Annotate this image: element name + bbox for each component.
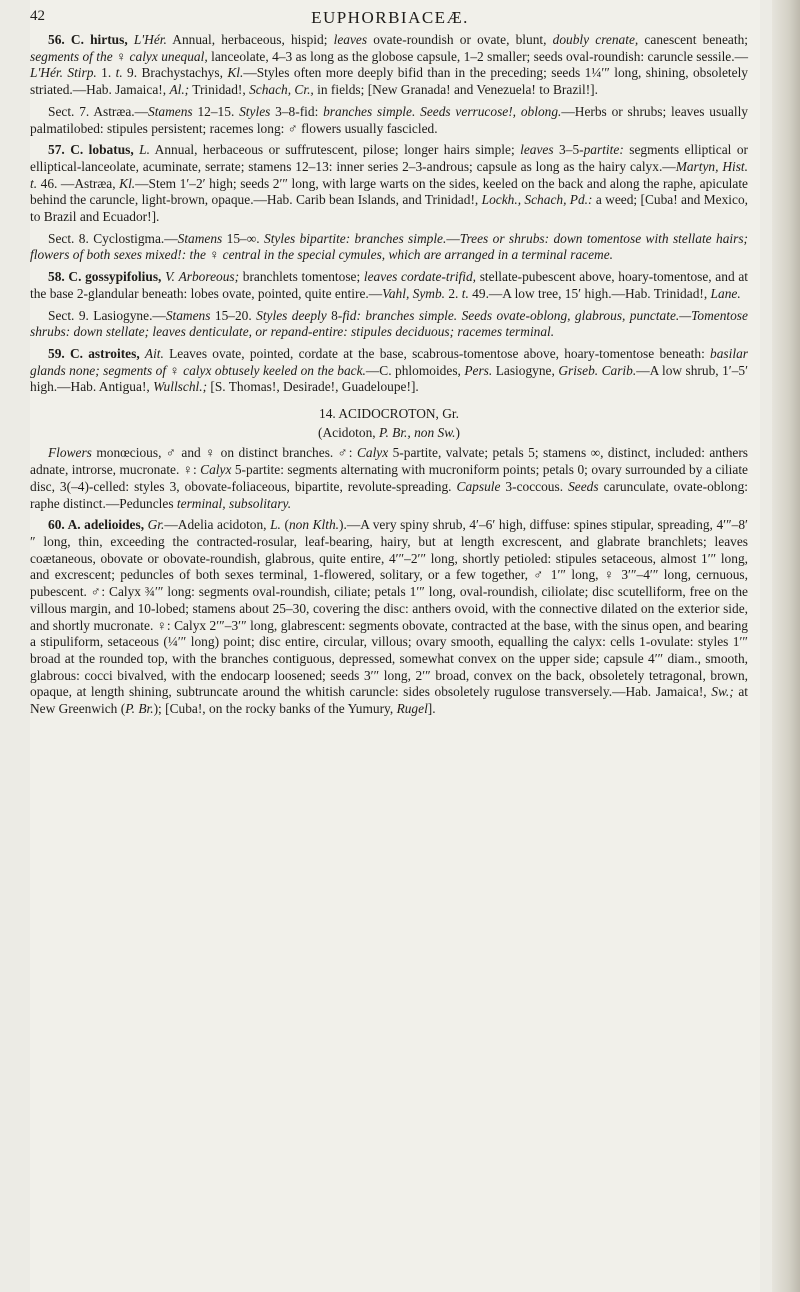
- italic-run: Stamens: [165, 307, 211, 323]
- species-author: V.: [165, 269, 175, 285]
- italic-run: leaves: [333, 32, 368, 47]
- text-run: 1.: [96, 65, 116, 81]
- text-run: —A low shrub, 1′–5′ high.—Hab. Antigua!,: [30, 362, 749, 395]
- species-59-paragraph: [30, 346, 748, 396]
- species-name: 57. C. lobatus,: [48, 142, 134, 158]
- italic-run: Rugel: [396, 701, 428, 717]
- species-57-paragraph: [30, 142, 748, 226]
- italic-run: basilar glands none; segments of ♀ calyx obtusely keeled on the back.: [30, 345, 748, 378]
- text-run: Annual, herbaceous or suffrutescent, pilose; longer hairs simple;: [149, 142, 521, 158]
- italic-run: fid: branches simple. Seeds ovate-oblong, glabrous, punctate.—Tomentose shrubs: down stellate; leaves denticulate, or repand-entire: stipules deciduous; racemes terminal.: [30, 307, 748, 340]
- italic-run: L'Hér. Stirp.: [30, 65, 97, 81]
- text-run: 5-partite: segments alternating with mucroniform points; petals 0; ovary surrounded by a ciliate disc, 3(–4)-celled: styles 3, obovate-foliaceous, bipartite, revolute-spreading.: [30, 462, 748, 494]
- section-9-paragraph: [30, 308, 748, 341]
- text-run: (: [280, 517, 289, 533]
- italic-run: doubly crenate,: [552, 32, 639, 47]
- text-run: 2.: [445, 285, 462, 301]
- text-run: monœcious, ♂ and ♀ on distinct branches. ♂:: [91, 445, 357, 461]
- italic-run: branches simple. Seeds verrucose!, oblong.: [323, 103, 562, 119]
- italic-run: Seeds: [568, 478, 599, 494]
- species-56-paragraph: [30, 32, 748, 99]
- text-run: —C. phlomoides,: [365, 362, 465, 378]
- italic-run: terminal, subsolitary.: [176, 495, 292, 511]
- text-run: ): [455, 424, 460, 440]
- italic-run: Pers.: [464, 362, 493, 378]
- text-run: Trinidad!,: [189, 82, 250, 98]
- italic-run: Trees or shrubs: down tomentose with stellate hairs; flowers of both sexes mixed!: the ♀ central in the special cymules, which are arranged in a terminal raceme.: [30, 230, 748, 263]
- italic-run: Kl.: [119, 175, 136, 191]
- text-run: Annual, herbaceous, hispid;: [166, 32, 334, 47]
- italic-run: Vahl, Symb.: [382, 285, 445, 301]
- text-run: ].: [427, 701, 436, 717]
- species-author: L'Hér.: [133, 32, 167, 47]
- species-60-paragraph: [30, 517, 748, 717]
- text-run: stellate-pubescent above, hoary-tomentose, and at the base 2-glandular beneath: lobes ovate, pointed, quite entire.—: [30, 269, 748, 301]
- text-run: 3-coccous.: [500, 478, 569, 494]
- genus-synonym: [30, 425, 748, 442]
- italic-run: Flowers: [48, 445, 92, 461]
- italic-run: Styles deeply: [256, 307, 327, 323]
- text-run: in fields; [New Granada! and Venezuela! to Brazil!].: [313, 82, 598, 98]
- genus-description-paragraph: [30, 445, 748, 512]
- text-run: carunculate, ovate-oblong: raphe distinct.—Peduncles: [30, 478, 748, 511]
- italic-run: P. Br.: [125, 701, 154, 717]
- italic-run: Calyx: [200, 462, 232, 478]
- running-head: EUPHORBIACEÆ.: [311, 8, 469, 27]
- species-author: Gr.: [147, 517, 165, 533]
- italic-run: Lockh., Schach, Pd.:: [481, 192, 593, 208]
- text-run: 12–15.: [192, 103, 240, 119]
- text-run: —Stem 1′–2′ high; seeds 2′″ long, with large warts on the sides, keeled on the back and along the raphe, apiculate behind the caruncle, light-brown, opaque.—Hab. Carib bean Islands, and Trinidad!,: [30, 175, 748, 208]
- italic-run: Schach, Cr.,: [249, 82, 314, 98]
- italic-run: Martyn, Hist. t.: [30, 158, 748, 191]
- italic-run: Calyx: [356, 445, 389, 461]
- text-run: [S. Thomas!, Desirade!, Guadeloupe!].: [207, 379, 419, 395]
- text-run: ovate-roundish or ovate, blunt,: [367, 32, 553, 47]
- text-run: at New Greenwich (: [30, 684, 748, 717]
- text-run: segments elliptical or elliptical-lanceolate, acuminate, serrate; stamens 12–13: inner series 2–3-androus; capsule as long as the hairy calyx.—: [30, 142, 748, 174]
- italic-run: Lane.: [710, 285, 741, 301]
- text-run: ); [Cuba!, on the rocky banks of the Yumury,: [153, 701, 397, 717]
- text-run: —Adelia acidoton,: [164, 517, 271, 533]
- section-heading: Sect. 9. Lasiogyne.—: [48, 307, 166, 323]
- text-run: Leaves ovate, pointed, cordate at the base, scabrous-tomentose above, hoary-tomentose beneath:: [163, 345, 711, 361]
- page-edge-shadow: [772, 0, 800, 1292]
- text-run: 46. —Astræa,: [37, 175, 120, 191]
- text-run: 15–∞.: [222, 230, 264, 246]
- italic-run: t.: [115, 65, 123, 81]
- species-58-paragraph: [30, 269, 748, 302]
- italic-run: Capsule: [456, 478, 501, 494]
- italic-run: leaves: [520, 142, 554, 158]
- species-author: Ait.: [144, 345, 164, 361]
- body-text: [30, 32, 748, 723]
- italic-run: Al.;: [169, 82, 190, 98]
- page-number: 42: [30, 8, 45, 24]
- text-run: (Acidoton,: [318, 424, 379, 440]
- italic-run: Stamens: [148, 103, 193, 119]
- italic-run: Stamens: [177, 230, 223, 246]
- species-name: 56. C. hirtus,: [48, 32, 128, 47]
- italic-run: partite:: [583, 142, 624, 158]
- italic-run: Wullschl.;: [153, 379, 208, 395]
- text-run: lanceolate, 4–3 as long as the globose capsule, 1–2 smaller; seeds oval-roundish: caruncle sessile.—: [207, 48, 748, 64]
- section-7-paragraph: [30, 104, 748, 137]
- text-run: a weed; [Cuba! and Mexico, to Brazil and Ecuador!].: [30, 192, 748, 225]
- page-header: [30, 8, 750, 30]
- text-run: ).—A very spiny shrub, 4′–6′ high, diffuse: spines stipular, spreading, 4′″–8′″ long, thin, exceeding the contracted-rosular, leaf-bearing, hairy, but at length excrescent, and glabrate branchlets; leaves coætaneous, obovate or obovate-roundish, glabrous, quite entire, 4′″–2′″ long, shortly petioled: stipules setaceous, almost 1′″ long, and excrescent; peduncles of both sexes terminal, 1-flowered, solitary, or a few together, ♂ 1′″ long, ♀ 3′″–4′″ long, cernuous, pubescent. ♂: Calyx ¾′″ long: segments oval-roundish, ciliate; petals 1′″ long, oval-roundish, ciliolate; disc scutelliform, free on the villous margin, and 10-lobed; stamens about 25–30, covering the disc: anthers ovoid, with the connective dilated on the exterior side, and shortly mucronate. ♀: Calyx 2′″–3′″ long, glabrescent: segments obovate, contracted at the base, with the sinus open, and bearing a stipuliform, setaceous (¼′″ long) point; disc entire, circular, villous; ovary smooth, equalling the calyx: cells 1-ovulate: styles 1′″ broad at the rounded top, with the branches contiguous, depressed, somewhat convex on the upper side; capsule 4′″ diam., smooth, glabrous: cocci bivalved, with the endocarp loosened; seeds 3′″ long, 2′″ broad, convex on the back, obsoletely tetragonal, brown, opaque, at length shining, subtruncate around the whitish caruncle: sides obsoletely rugulose transversely.—Hab. Jamaica!,: [30, 517, 748, 700]
- italic-run: L.: [270, 517, 281, 533]
- section-8-paragraph: [30, 231, 748, 264]
- section-heading: Sect. 8. Cyclostigma.—: [48, 230, 178, 246]
- italic-run: segments of the ♀ calyx unequal,: [30, 48, 208, 64]
- italic-run: Kl.: [227, 65, 244, 81]
- text-run: 5-partite, valvate; petals 5; stamens ∞, distinct, included: anthers adnate, introrse, mucronate. ♀:: [30, 445, 748, 478]
- italic-run: P. Br., non Sw.: [379, 424, 456, 440]
- italic-run: Griseb. Carib.: [558, 362, 637, 378]
- text-run: canescent beneath;: [638, 32, 749, 47]
- text-run: 3–5-: [553, 142, 584, 158]
- text-run: —Herbs or shrubs; leaves usually palmatilobed: stipules persistent; racemes long: ♂ flowers usually fascicled.: [30, 103, 748, 136]
- text-run: 8-: [326, 307, 343, 323]
- species-name: 59. C. astroites,: [48, 345, 140, 361]
- italic-run: Styles: [239, 103, 271, 119]
- genus-heading: 14. ACIDOCROTON, Gr.: [319, 406, 459, 422]
- text-run: 9. Brachystachys,: [122, 65, 228, 81]
- text-run: 49.—A low tree, 15′ high.—Hab. Trinidad!,: [468, 285, 711, 301]
- italic-run: leaves cordate-trifid,: [363, 269, 477, 285]
- italic-run: non Klth.: [288, 517, 340, 533]
- text-run: 15–20.: [210, 307, 257, 323]
- text-run: —Styles often more deeply bifid than in the preceding; seeds 1¼′″ long, shining, obsoletely striated.—Hab. Jamaica!,: [30, 65, 748, 98]
- text-run: Lasiogyne,: [492, 362, 559, 378]
- section-heading: Sect. 7. Astræa.—: [48, 103, 149, 119]
- species-author: L.: [139, 142, 150, 158]
- species-name: 58. C. gossypifolius,: [48, 269, 162, 285]
- italic-run: Arboreous;: [178, 269, 240, 285]
- text-run: —: [446, 230, 460, 246]
- italic-run: Sw.;: [711, 684, 734, 700]
- species-name: 60. A. adelioides,: [48, 517, 145, 533]
- text-run: branchlets tomentose;: [239, 269, 364, 285]
- italic-run: Styles bipartite: branches simple.: [264, 230, 447, 246]
- text-run: 3–8-fid:: [270, 103, 324, 119]
- italic-run: t.: [461, 285, 469, 301]
